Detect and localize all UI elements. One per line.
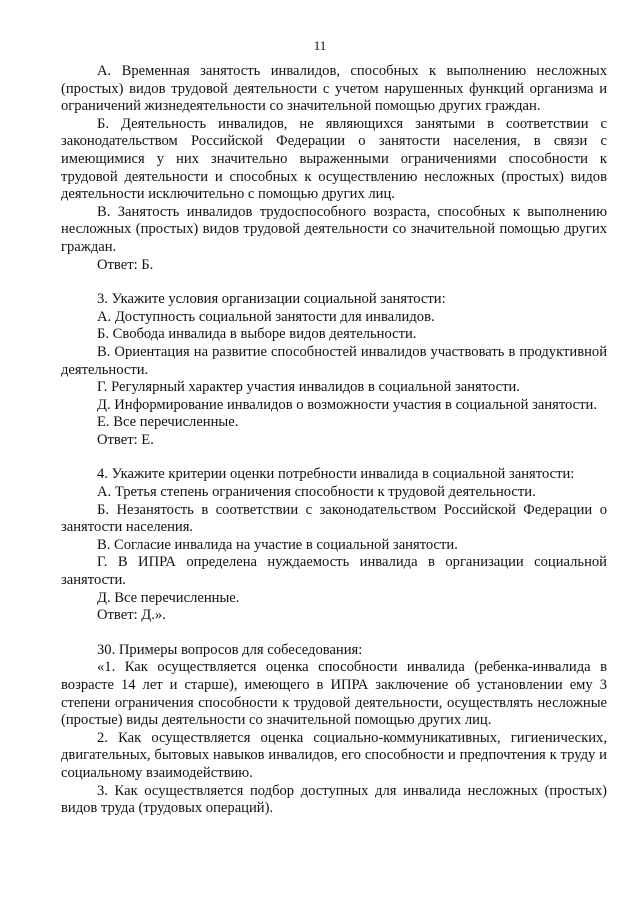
answer-line: Ответ: Б. — [97, 256, 154, 273]
question-4-title: 4. Укажите критерии оценки потребности инвалида в социальной занятости: — [97, 466, 575, 483]
interview-question-3: 3. Как осуществляется подбор доступных для инвалида несложных (простых) видов труда (трудовых операций). — [61, 782, 607, 817]
question-4-option-v: В. Согласие инвалида на участие в социальной занятости. — [97, 536, 458, 553]
question-4-answer: Ответ: Д.». — [97, 607, 166, 624]
paragraph-option-a: А. Временная занятость инвалидов, способных к выполнению несложных (простых) видов трудовой деятельности с учетом нарушенных функций организма и ограничений жизнедеятельности со значительной помощью других граждан. — [61, 63, 607, 115]
section-30-title: 30. Примеры вопросов для собеседования: — [97, 641, 363, 658]
question-3-option-g: Г. Регулярный характер участия инвалидов в социальной занятости. — [97, 379, 520, 396]
question-3-option-b: Б. Свобода инвалида в выборе видов деятельности. — [97, 326, 417, 343]
question-4-option-g: Г. В ИПРА определена нуждаемость инвалида в организации социальной занятости. — [61, 554, 607, 589]
paragraph-option-v: В. Занятость инвалидов трудоспособного возраста, способных к выполнению несложных (простых) видов трудовой деятельности со значительной помощью других граждан. — [61, 203, 607, 255]
page-number: 11 — [313, 38, 327, 53]
question-3-title: 3. Укажите условия организации социальной занятости: — [97, 291, 446, 308]
question-3-option-a: А. Доступность социальной занятости для инвалидов. — [97, 308, 435, 325]
question-3-option-d: Д. Информирование инвалидов о возможности участия в социальной занятости. — [97, 396, 597, 413]
question-4-option-d: Д. Все перечисленные. — [97, 589, 240, 606]
question-4-option-a: А. Третья степень ограничения способности к трудовой деятельности. — [97, 484, 536, 501]
paragraph-option-b: Б. Деятельность инвалидов, не являющихся занятыми в соответствии с законодательством Российской Федерации о занятости населения, в связи с имеющимися у них значительно выраженными ограничениями способности к трудовой деятельности и способных к осуществлению несложных (простых) видов деятельности исключительно с помощью других лиц. — [61, 115, 607, 203]
spacer — [61, 625, 607, 642]
question-4-option-b: Б. Незанятость в соответствии с законодательством Российской Федерации о занятости населения. — [61, 501, 607, 536]
question-3-option-e: Е. Все перечисленные. — [97, 414, 239, 431]
interview-question-1: «1. Как осуществляется оценка способности инвалида (ребенка-инвалида в возрасте 14 лет и старше), имеющего в ИПРА заключение об установлении ему 3 степени ограничения способности к трудовой деятельности, осуществлять несложные (простые) виды деятельности со значительной помощью других лиц. — [61, 659, 607, 729]
spacer — [61, 449, 607, 466]
interview-question-2: 2. Как осуществляется оценка социально-коммуникативных, гигиенических, двигательных, бытовых навыков инвалидов, его способности и предпочтения к труду и социальному взаимодействию. — [61, 729, 607, 781]
question-3-answer: Ответ: Е. — [97, 431, 154, 448]
document-body — [61, 63, 607, 818]
spacer — [61, 274, 607, 291]
question-3-option-v: В. Ориентация на развитие способностей инвалидов участвовать в продуктивной деятельности. — [61, 343, 607, 378]
